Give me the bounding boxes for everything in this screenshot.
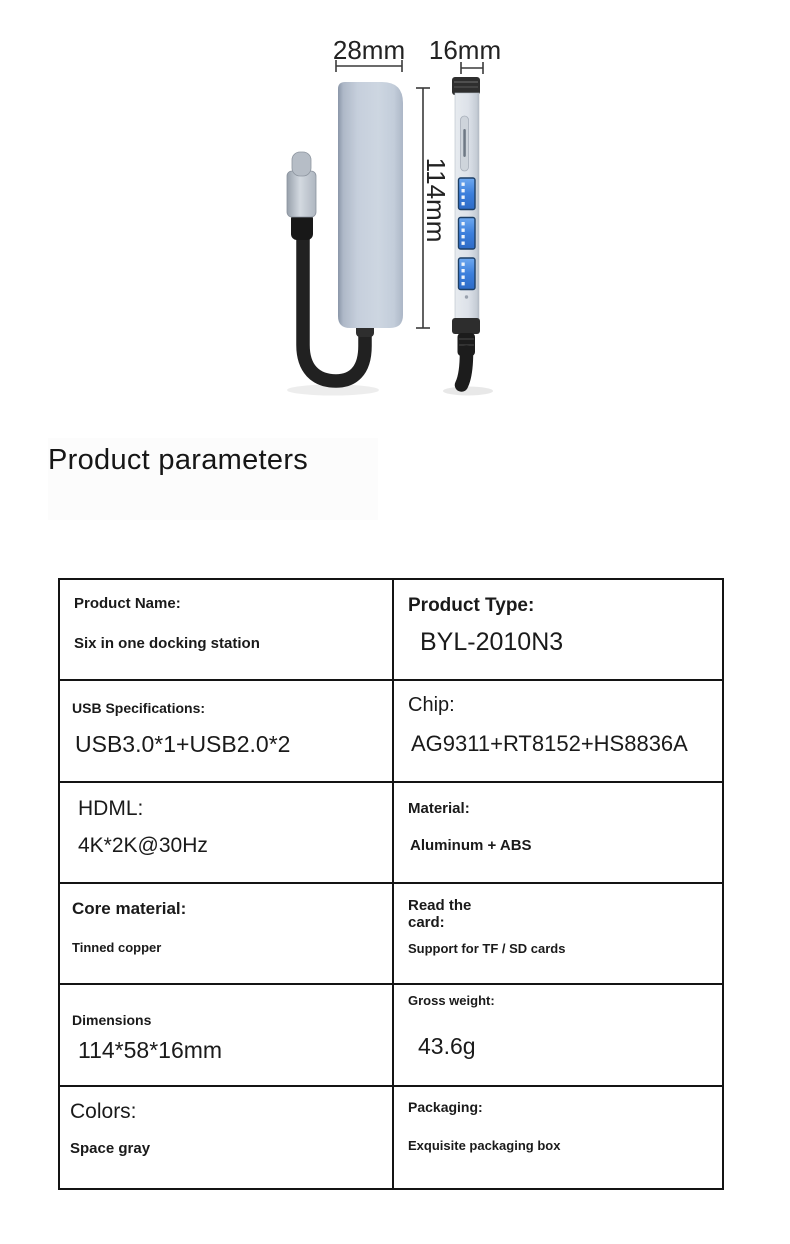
card-slot-opening [463, 129, 466, 157]
spec-value: Aluminum + ABS [410, 836, 532, 854]
spec-label: Chip: [408, 694, 455, 717]
spec-cell-colors [60, 1087, 394, 1188]
hub-body-front [338, 82, 403, 328]
dim-height-label: 114mm [421, 157, 451, 243]
product-figure [0, 0, 790, 430]
spec-cell-core-material [60, 884, 394, 985]
usb-port-1 [459, 178, 476, 210]
spec-label: Material: [408, 799, 470, 817]
spec-value: 114*58*16mm [78, 1037, 223, 1064]
dim-width-label: 28mm [332, 35, 406, 65]
side-cable [462, 352, 467, 385]
spec-value: Tinned copper [72, 940, 162, 955]
led-indicator [465, 295, 468, 298]
spec-value: Support for TF / SD cards [408, 940, 566, 956]
spec-cell-card-reader [394, 884, 722, 985]
spec-value: Space gray [70, 1139, 151, 1157]
spec-label: HDML: [78, 796, 144, 820]
usb-port-2 [459, 218, 476, 250]
product-parameters-table [58, 578, 724, 1190]
spec-cell-product-name [60, 580, 394, 681]
spec-cell-usb-specifications [60, 681, 394, 782]
spec-label: USB Specifications: [72, 700, 206, 717]
spec-label: Product Type: [408, 595, 535, 616]
spec-cell-hdmi [60, 783, 394, 884]
spec-value: AG9311+RT8152+HS8836A [411, 731, 688, 757]
spec-cell-packaging [394, 1087, 722, 1188]
hub-side-view [452, 77, 480, 385]
spec-label: Packaging: [408, 1098, 483, 1115]
page-title: Product parameters [48, 444, 309, 476]
hub-front-view [287, 82, 403, 381]
usb-c-plug-side [452, 77, 480, 95]
spec-value: Exquisite packaging box [408, 1137, 561, 1153]
spec-label: Gross weight: [408, 993, 495, 1009]
dim-depth-label: 16mm [428, 35, 502, 65]
side-cable-shadow [443, 387, 493, 396]
usb-c-connector-shell [287, 171, 316, 217]
spec-value: BYL-2010N3 [420, 628, 564, 656]
spec-value: Six in one docking station [74, 635, 260, 652]
spec-cell-chip [394, 681, 722, 782]
spec-cell-material [394, 783, 722, 884]
spec-label: Colors: [70, 1099, 137, 1123]
side-bottom-cap [452, 318, 480, 334]
spec-value: USB3.0*1+USB2.0*2 [75, 731, 291, 758]
usb-c-connector-tip [292, 152, 311, 176]
usb-port-3 [459, 258, 476, 290]
spec-cell-product-type [394, 580, 722, 681]
spec-label: Read the card: [408, 897, 472, 932]
spec-cell-gross-weight [394, 985, 722, 1086]
spec-cell-dimensions [60, 985, 394, 1086]
spec-label: Product Name: [74, 595, 181, 612]
spec-value: 43.6g [418, 1033, 476, 1060]
spec-label: Dimensions [72, 1012, 152, 1029]
spec-value: 4K*2K@30Hz [78, 833, 208, 857]
spec-label: Core material: [72, 899, 187, 918]
